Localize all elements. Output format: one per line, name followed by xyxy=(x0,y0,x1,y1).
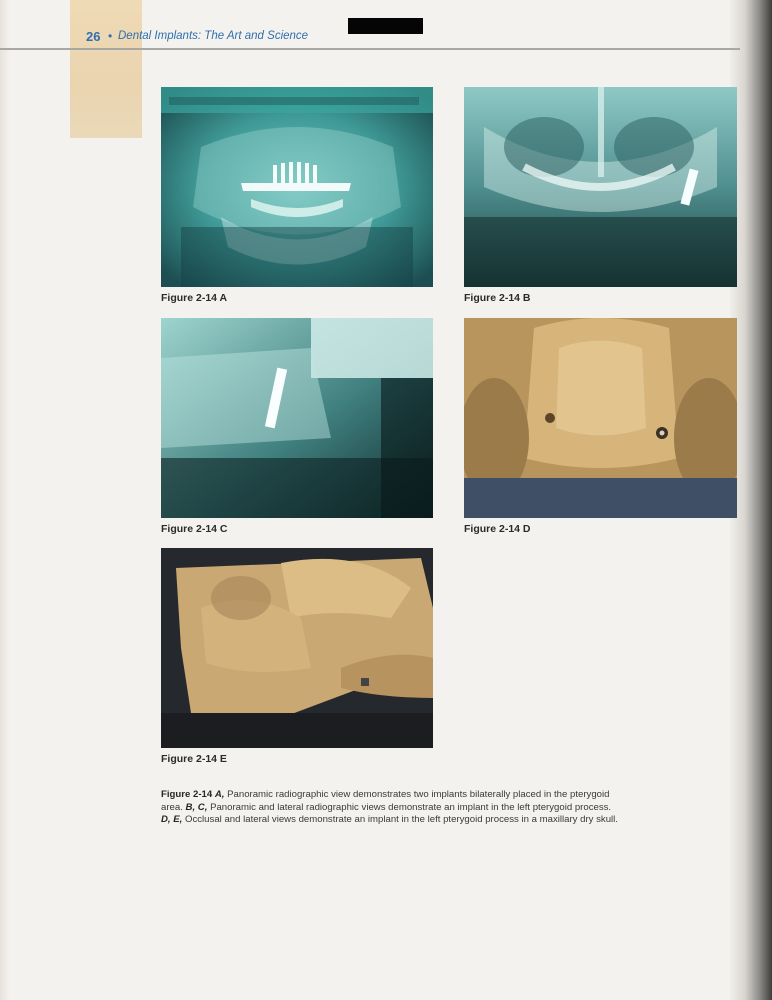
caption-text-bc: Panoramic and lateral radiographic views demonstrate an implant in the left pterygoid process. xyxy=(207,801,612,813)
running-header xyxy=(0,0,740,52)
figure-label: Figure 2-14 D xyxy=(464,523,531,535)
figure-label: Figure 2-14 C xyxy=(161,523,228,535)
caption-text-a: Panoramic radiographic view demonstrates two implants bilaterally placed in the pterygoid area. xyxy=(161,789,610,813)
header-bullet: • xyxy=(108,29,113,43)
page-number: 26 xyxy=(86,29,101,44)
caption-letters-bc: B, C, xyxy=(185,801,208,813)
caption-lead: Figure 2-14 xyxy=(161,789,213,800)
figure-caption xyxy=(161,789,621,827)
caption-letters-de: D, E, xyxy=(161,814,183,826)
redaction-block xyxy=(348,18,423,34)
figure-label: Figure 2-14 B xyxy=(464,292,531,304)
figure-label: Figure 2-14 E xyxy=(161,753,227,765)
caption-text-de: Occlusal and lateral views demonstrate an implant in the left pterygoid process in a maxillary dry skull. xyxy=(182,814,618,826)
dry-skull-lateral-image xyxy=(161,548,433,748)
figure-label: Figure 2-14 A xyxy=(161,292,228,304)
running-title: Dental Implants: The Art and Science xyxy=(118,30,309,42)
caption-letters-a: A, xyxy=(214,789,225,800)
header-rule xyxy=(0,48,740,50)
dry-skull-occlusal-image xyxy=(464,318,737,518)
lateral-radiograph-image xyxy=(161,318,433,518)
scan-left-edge xyxy=(0,0,10,1000)
radiograph-closeup-image xyxy=(464,87,737,287)
panoramic-radiograph-image xyxy=(161,87,433,287)
